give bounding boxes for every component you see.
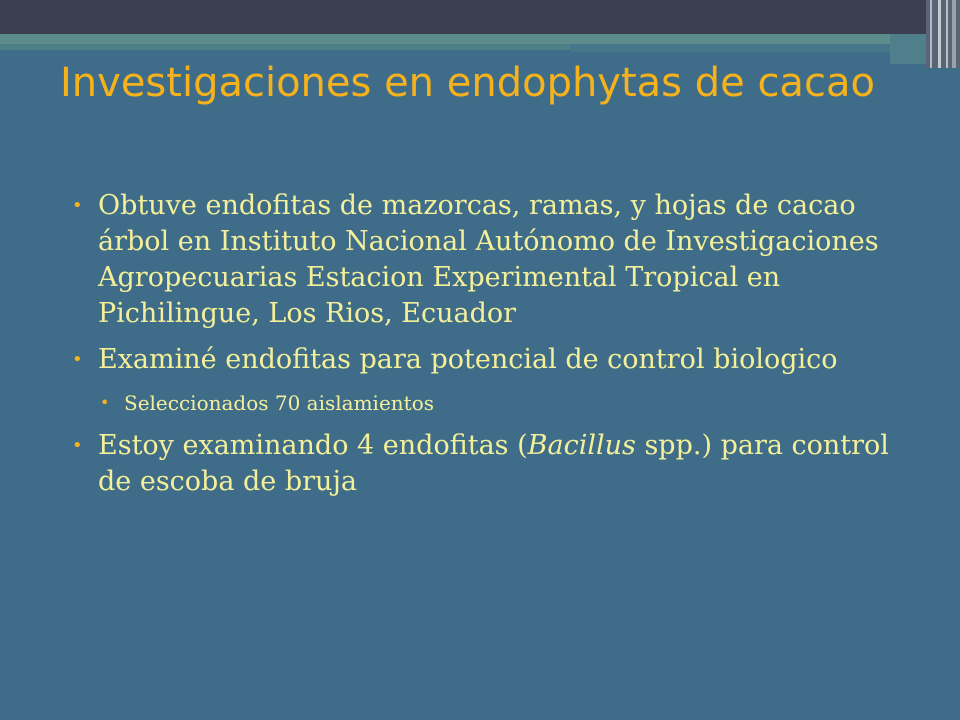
corner-stripe xyxy=(930,0,932,68)
bullet-dot-icon: • xyxy=(72,195,83,216)
sub-bullet-text: Seleccionados 70 aislamientos xyxy=(124,391,435,415)
bullet-list xyxy=(72,188,902,510)
sub-bullet-item xyxy=(72,388,902,418)
corner-stripe xyxy=(946,0,948,68)
bullet-text-part: spp.) para control de escoba de bruja xyxy=(98,430,889,497)
teal-accent-band xyxy=(0,34,960,44)
corner-stripe xyxy=(952,0,956,68)
teal-accent-band-lower xyxy=(0,44,570,50)
slide-title: Investigaciones en endophytas de cacao xyxy=(60,60,875,106)
corner-stripe xyxy=(938,0,941,68)
bullet-item xyxy=(72,188,902,332)
bullet-italic-text: Bacillus xyxy=(527,430,636,461)
bullet-item xyxy=(72,342,902,378)
bullet-dot-icon: • xyxy=(72,435,83,456)
bullet-text: Obtuve endofitas de mazorcas, ramas, y hojas de cacao árbol en Instituto Nacional Autónomo de Investigaciones Agropecuarias Estacion Experimental Tropical en Pichilingue, Los Rios, Ecuador xyxy=(98,190,879,329)
bullet-item xyxy=(72,428,902,500)
bullet-text-part: Estoy examinando 4 endofitas ( xyxy=(98,430,528,461)
bullet-dot-icon: • xyxy=(100,393,110,412)
bullet-text: Examiné endofitas para potencial de control biologico xyxy=(98,344,838,375)
top-decorative-band xyxy=(0,0,960,34)
bullet-dot-icon: • xyxy=(72,349,83,370)
right-accent-band xyxy=(570,44,890,52)
